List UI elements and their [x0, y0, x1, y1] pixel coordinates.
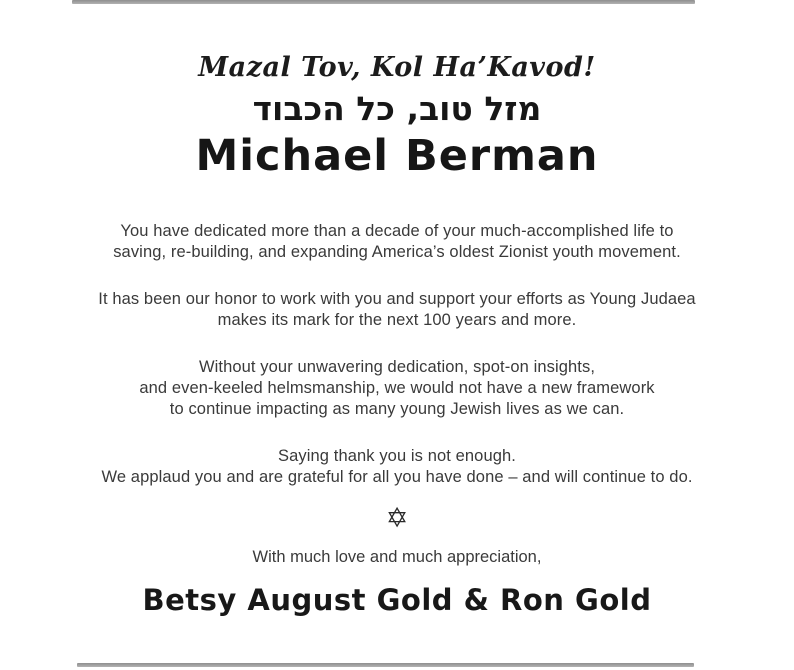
paragraph-line: to continue impacting as many young Jewish lives as we can.: [169, 400, 625, 418]
signature-names: Betsy August Gold & Ron Gold: [142, 583, 652, 617]
paragraph-line: and even-keeled helmsmanship, we would not have a new framework: [139, 379, 655, 397]
paragraph-line: You have dedicated more than a decade of your much-accomplished life to: [120, 222, 674, 240]
paragraph-line: It has been our honor to work with you and support your efforts as Young Judaea: [98, 290, 696, 308]
star-of-david-icon: ✡: [385, 503, 409, 534]
page-bottom-edge-rule: [77, 663, 694, 667]
greeting-transliteration: Mazal Tov, Kol Ha’Kavod!: [198, 52, 596, 83]
paragraph-thanks: [0, 446, 794, 488]
paragraph-line: We applaud you and are grateful for all you have done – and will continue to do.: [101, 468, 693, 486]
paragraph-dedication: [0, 221, 794, 263]
valediction-line: With much love and much appreciation,: [252, 548, 542, 566]
paragraph-framework: [0, 357, 794, 420]
paragraph-honor: [0, 289, 794, 331]
honoree-name: Michael Berman: [195, 131, 599, 181]
paragraph-line: Saying thank you is not enough.: [278, 447, 516, 465]
greeting-hebrew: מזל טוב, כל הכבוד: [252, 89, 542, 128]
paragraph-line: Without your unwavering dedication, spot-on insights,: [198, 358, 595, 376]
paragraph-line: saving, re-building, and expanding America’s oldest Zionist youth movement.: [113, 243, 681, 261]
paragraph-line: makes its mark for the next 100 years and more.: [217, 311, 577, 329]
